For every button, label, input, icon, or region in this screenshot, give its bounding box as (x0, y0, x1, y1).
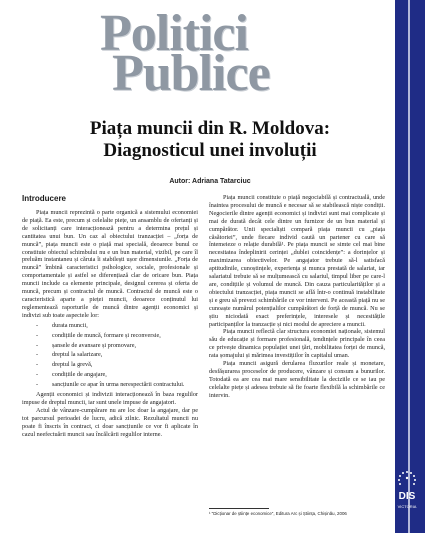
article-author: Autor: Adriana Tatarciuc (169, 178, 251, 185)
list-item: - dreptul la grevă, (52, 361, 198, 369)
section-heading: Introducere (22, 194, 67, 203)
article-title (30, 118, 390, 162)
badge-subtext: VICTORIA (397, 504, 417, 509)
list-item: - condițiile de angajare, (52, 371, 198, 379)
stripe-line (408, 0, 410, 533)
badge-text: DIS (398, 491, 416, 502)
title-line-1: Piața muncii din R. Moldova: (89, 118, 331, 139)
list-item: - durata muncii, (52, 322, 198, 330)
footnote: ¹ "Dicționar de științe economice", Editura Arc și Știința, Chișinău, 2006 (209, 511, 347, 516)
paragraph: Piața muncii constituie o piață negociabilă și contractuală, unde înaintea procesului de muncă e necesar să se stabilească niște condiții. Negocierile dintre agenții economici și indivizi sunt mai complicate și mai de durată decât cele dintre un furnizor de un bun material și cumpărător. Unii specialiști compară piața muncii cu „piața căsătoriei”, unde fiecare individ caută un partener cu care să întemeieze o relație durabilă¹. Pe piața muncii se simte cel mai bine necesitatea îndeplinirii cerinței „dublei coincidențe”: a dorințelor și maximizarea obiectivelor. Pe angajator trebuie să-l satisfacă aptitudinile, cunoștințele, experiența și munca prestată de salariat, iar salariatul trebuie să se mulțumească cu salariul, timpul liber pe care-l are, condițiile și volumul de muncă. Din cauza particularităților și a obiectului tranzacției, piața muncii se află într-o continuă instabilitate și e greu să prevezi schimbările ce vor interveni. Pe această piață nu se cunoaște numărul potențialilor cumpărători de forță de muncă. Nu se știu niciodată exact preferințele, interesele și necesitățile participanților la tranzacție și nici modul de apreciere a muncii. (209, 194, 385, 328)
paragraph: Piața muncii reprezintă o parte organică a sistemului economiei de piață. Ea este, precum și celelalte piețe, un ansamblu de ofertanți și de solicitanți care interacționează pentru a determina prețul și cantitatea unui bun. Un caz al obiectului tranzacției – „forța de muncă”, piața muncii este o piață mai specială, deoarece bunul ce constituie obiectul schimbului nu e un bun material, vizibil, pe care îl preluăm instantaneu și căruia îi stabilești ușor dimensiunile. „Forța de muncă” îmbină caracteristici psihologice, sociale, profesionale și comportamentale și astfel se diferențiază clar de oricare bun. Piața muncii include ca elemente principale, designul cererea și oferta de muncă, precum și contractul de muncă. Contractul de muncă este o caracteristică aparte a pieței muncii, deoarece conținutul lui reglementează raporturile de muncă dintre agenții economici și indivizi sub toate aspectele lor: (22, 209, 198, 319)
publisher-badge (392, 466, 425, 526)
left-column (22, 194, 198, 438)
list-item: - dreptul la salarizare, (52, 351, 198, 359)
side-stripe (395, 0, 425, 533)
paragraph: Piața muncii reflectă clar structura economiei naționale, sistemul său de educație și formare profesională, tendințele principale în ceea ce privește dinamica populației unei țări, mobilitatea forței de muncă, rata șomajului și mărimea investițiilor în capitalul uman. (209, 328, 385, 360)
footnote-divider (209, 508, 269, 509)
journal-logo (100, 5, 360, 103)
logo-word-publice: Publice (112, 45, 270, 102)
list-item: - sancțiunile ce apar în urma nerespectării contractului. (52, 381, 198, 389)
paragraph: Piața muncii asigură derularea fluxurilor reale și monetare, desfășurarea proceselor de producere, vânzare și consum a bunurilor. Totodată ea are cea mai mare sensibilitate la deciziile ce se iau pe celelalte piețe și adesea trebuie să fie foarte flexibilă la schimbările ce intervin. (209, 360, 385, 399)
list-item: - șansele de avansare și promovare, (52, 342, 198, 350)
right-column (209, 194, 385, 400)
paragraph: Actul de vânzare-cumpărare nu are loc doar la angajare, dar pe tot parcursul perioadei de lucru, adică zilnic. Rezultatul muncii nu poate fi înscris în contract, ci doar sancțiunile ce vor fi aplicate în cazul neefectuării muncii sau încălcării regulilor interne. (22, 406, 198, 438)
title-line-2: Diagnosticul unei involuții (103, 140, 317, 161)
conditions-list (52, 322, 198, 389)
list-item: - condițiile de muncă, formare și reconversie, (52, 332, 198, 340)
logo-word-politici: Politici (100, 5, 248, 62)
paragraph: Agenții economici și indivizii interacționează în baza regulilor impuse de dreptul muncii, iar sunt unele impuse de angajatori. (22, 391, 198, 406)
